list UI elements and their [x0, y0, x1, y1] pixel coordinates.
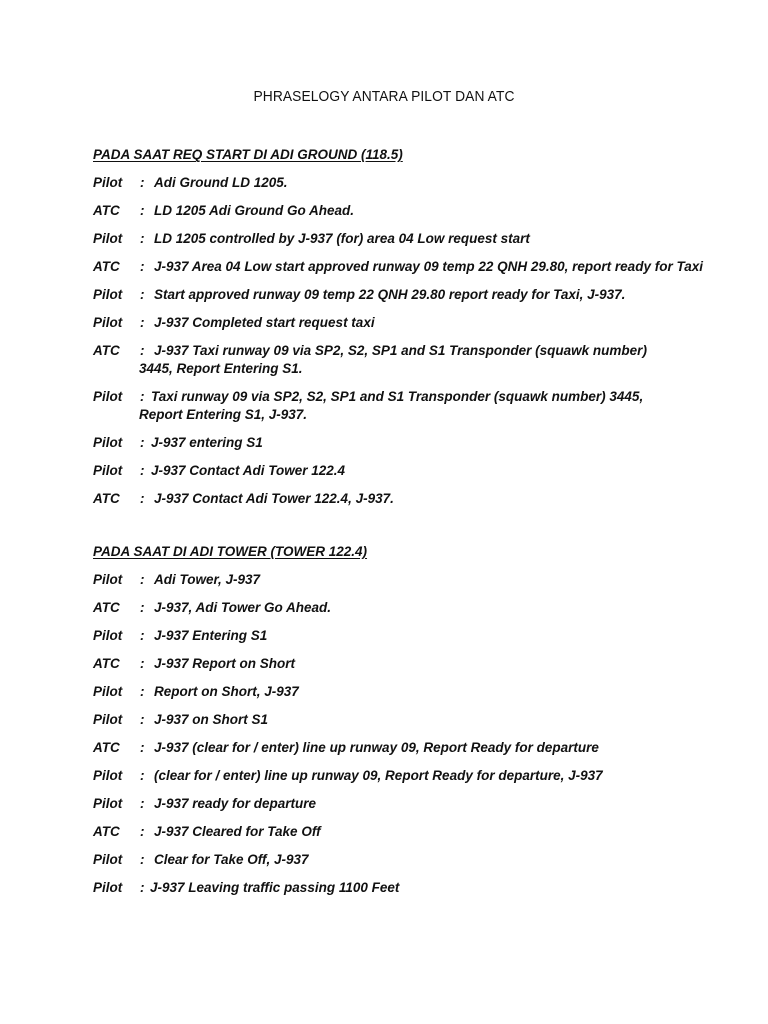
speaker-label: Pilot: [93, 315, 123, 330]
separator: :: [140, 463, 145, 478]
separator: :: [140, 491, 145, 506]
dialogue-line: [93, 571, 693, 589]
separator: :: [140, 175, 145, 190]
speaker-label: Pilot: [93, 463, 123, 478]
speaker-label: Pilot: [93, 572, 123, 587]
page-title: PHRASELOGY ANTARA PILOT DAN ATC: [253, 88, 515, 105]
dialogue-line: [93, 174, 693, 192]
speaker-label: ATC: [93, 740, 120, 755]
dialogue-text: Report on Short, J-937: [154, 684, 299, 699]
dialogue-text: J-937 ready for departure: [154, 796, 317, 811]
speaker-label: Pilot: [93, 880, 123, 895]
dialogue-line: [93, 739, 693, 757]
dialogue-line: [93, 879, 693, 897]
separator: :: [140, 824, 145, 839]
section-tower: [93, 543, 693, 907]
dialogue-line: [93, 342, 693, 378]
speaker-label: ATC: [93, 656, 120, 671]
dialogue-line: [93, 314, 693, 332]
separator: :: [140, 684, 145, 699]
dialogue-line: [93, 286, 693, 304]
dialogue-text: Clear for Take Off, J-937: [154, 852, 309, 867]
dialogue-line: [93, 230, 693, 248]
separator: :: [140, 740, 145, 755]
dialogue-text: J-937 Cleared for Take Off: [154, 824, 321, 839]
separator: :: [140, 628, 145, 643]
separator: :: [140, 656, 145, 671]
dialogue-line: [93, 655, 693, 673]
speaker-label: ATC: [93, 343, 120, 358]
section-heading: PADA SAAT DI ADI TOWER (TOWER 122.4): [93, 544, 368, 559]
dialogue-text: J-937, Adi Tower Go Ahead.: [154, 600, 332, 615]
speaker-label: Pilot: [93, 389, 123, 404]
dialogue-text: J-937 Report on Short: [154, 656, 296, 671]
dialogue-line: [93, 627, 693, 645]
dialogue-line: [93, 711, 693, 729]
speaker-label: Pilot: [93, 768, 123, 783]
dialogue-text: J-937 Entering S1: [154, 628, 268, 643]
dialogue-text: J-937 Area 04 Low start approved runway 09 temp 22 QNH 29.80, report ready for Taxi: [154, 259, 703, 274]
speaker-label: ATC: [93, 491, 120, 506]
separator: :: [140, 796, 145, 811]
dialogue-line: [93, 434, 693, 452]
dialogue-text: J-937 Leaving traffic passing 1100 Feet: [150, 880, 400, 895]
dialogue-text: J-937 Contact Adi Tower 122.4: [151, 463, 346, 478]
speaker-label: Pilot: [93, 852, 123, 867]
dialogue-text: J-937 Completed start request taxi: [154, 315, 375, 330]
separator: :: [140, 768, 145, 783]
dialogue-text: J-937 entering S1: [151, 435, 263, 450]
separator: :: [140, 852, 145, 867]
dialogue-text: LD 1205 controlled by J-937 (for) area 04 Low request start: [154, 231, 530, 246]
speaker-label: ATC: [93, 824, 120, 839]
section-ground: [93, 146, 703, 518]
dialogue-text: Taxi runway 09 via SP2, S2, SP1 and S1 Transponder (squawk number) 3445, Report Entering S1, J-937.: [139, 389, 644, 422]
dialogue-text: LD 1205 Adi Ground Go Ahead.: [154, 203, 355, 218]
dialogue-line: [93, 462, 693, 480]
dialogue-line: [93, 683, 693, 701]
dialogue-text: Start approved runway 09 temp 22 QNH 29.80 report ready for Taxi, J-937.: [154, 287, 626, 302]
dialogue-text: (clear for / enter) line up runway 09, Report Ready for departure, J-937: [154, 768, 603, 783]
speaker-label: Pilot: [93, 684, 123, 699]
dialogue-line: [93, 823, 693, 841]
speaker-label: Pilot: [93, 175, 123, 190]
dialogue-line: [93, 388, 693, 424]
dialogue-line: [93, 851, 693, 869]
dialogue-line: [93, 202, 693, 220]
dialogue-text: J-937 Contact Adi Tower 122.4, J-937.: [154, 491, 394, 506]
separator: :: [140, 389, 145, 404]
separator: :: [140, 572, 145, 587]
speaker-label: Pilot: [93, 628, 123, 643]
separator: :: [140, 259, 145, 274]
separator: :: [140, 880, 145, 895]
section-heading: PADA SAAT REQ START DI ADI GROUND (118.5): [93, 147, 403, 162]
dialogue-text: Adi Ground LD 1205.: [154, 175, 288, 190]
speaker-label: Pilot: [93, 435, 123, 450]
dialogue-line: [93, 490, 693, 508]
separator: :: [140, 712, 145, 727]
separator: :: [140, 315, 145, 330]
separator: :: [140, 343, 145, 358]
speaker-label: ATC: [93, 203, 120, 218]
dialogue-text: J-937 Taxi runway 09 via SP2, S2, SP1 and S1 Transponder (squawk number) 3445, Report Entering S1.: [139, 343, 647, 376]
dialogue-text: J-937 (clear for / enter) line up runway 09, Report Ready for departure: [154, 740, 599, 755]
separator: :: [140, 600, 145, 615]
dialogue-line: [93, 599, 693, 617]
speaker-label: ATC: [93, 259, 120, 274]
separator: :: [140, 203, 145, 218]
separator: :: [140, 287, 145, 302]
speaker-label: Pilot: [93, 796, 123, 811]
dialogue-line: [93, 767, 693, 785]
dialogue-line: [93, 258, 703, 276]
dialogue-text: J-937 on Short S1: [154, 712, 269, 727]
dialogue-line: [93, 795, 693, 813]
speaker-label: Pilot: [93, 287, 123, 302]
speaker-label: Pilot: [93, 712, 123, 727]
speaker-label: ATC: [93, 600, 120, 615]
dialogue-text: Adi Tower, J-937: [154, 572, 261, 587]
separator: :: [140, 435, 145, 450]
speaker-label: Pilot: [93, 231, 123, 246]
separator: :: [140, 231, 145, 246]
